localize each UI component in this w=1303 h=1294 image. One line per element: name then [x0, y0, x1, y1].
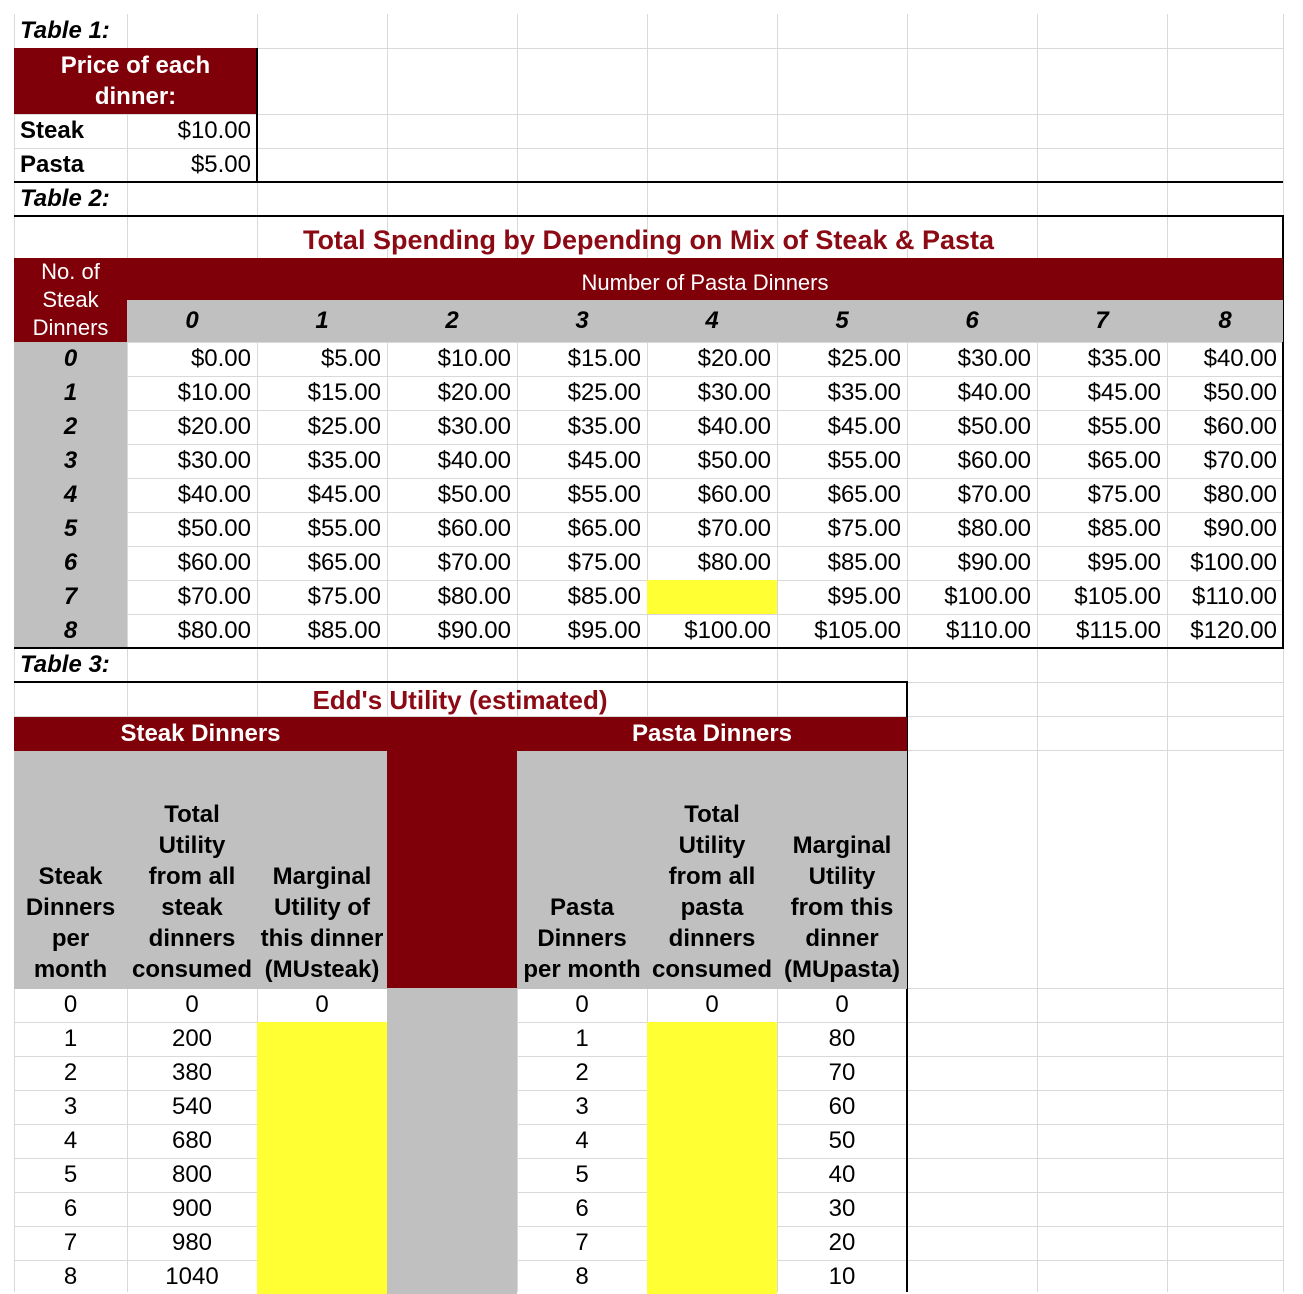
table2-cell: $20.00: [697, 345, 771, 372]
table2-row-1: 1: [14, 376, 127, 410]
table2-cell: $95.00: [1087, 549, 1161, 576]
answer-cell[interactable]: [647, 1022, 777, 1056]
table2-col-7: 7: [1037, 300, 1167, 342]
table1-price-pasta: $5.00: [190, 151, 251, 178]
table3-spacer-cell: [387, 1090, 517, 1124]
table3-cell: 0: [185, 991, 199, 1018]
table3-cell: 50: [828, 1127, 856, 1154]
table2-col-5: 5: [777, 300, 907, 342]
table2-cell: $55.00: [827, 447, 901, 474]
table3-spacer-cell: [387, 1192, 517, 1226]
table2-cell: $55.00: [1087, 413, 1161, 440]
table2-cell: $45.00: [1087, 379, 1161, 406]
table2-cell: $110.00: [946, 617, 1031, 644]
table2-cell: $85.00: [307, 617, 381, 644]
table2-cell: $70.00: [437, 549, 511, 576]
answer-cell[interactable]: [257, 1090, 387, 1124]
table3-cell: 3: [575, 1093, 589, 1120]
table2-cell: $75.00: [1087, 481, 1161, 508]
table2-col-2: 2: [387, 300, 517, 342]
table3-cell: 0: [705, 991, 719, 1018]
table3-cell: 980: [171, 1229, 213, 1256]
table3-spacer-cell: [387, 1022, 517, 1056]
table3-spacer-cell: [387, 1260, 517, 1294]
table2-cell: $10.00: [437, 345, 511, 372]
table3-label: Table 3:: [20, 651, 110, 678]
table2-row-2: 2: [14, 410, 127, 444]
table2-col-4: 4: [647, 300, 777, 342]
table2-cell: $45.00: [307, 481, 381, 508]
table2-cell: $90.00: [1203, 515, 1277, 542]
table3-cell: 680: [171, 1127, 213, 1154]
table2-row-6: 6: [14, 546, 127, 580]
table3-cell: 4: [575, 1127, 589, 1154]
table3-cell: 70: [828, 1059, 856, 1086]
table3-cell: 0: [63, 991, 78, 1018]
table2-cell: $60.00: [1203, 413, 1277, 440]
table2-cell: $105.00: [1074, 583, 1161, 610]
table2-cell: $120.00: [1190, 617, 1277, 644]
table3-spacer-header: [387, 717, 517, 751]
table3-cell: 1: [63, 1025, 78, 1052]
table2-cell: $110.00: [1192, 583, 1277, 610]
answer-cell[interactable]: [647, 1124, 777, 1158]
table2-cell: $105.00: [814, 617, 901, 644]
table3-cell: 900: [171, 1195, 213, 1222]
answer-cell[interactable]: [257, 1124, 387, 1158]
table2-cell: $25.00: [827, 345, 901, 372]
table3-cell: 7: [63, 1229, 78, 1256]
table1-price-steak: $10.00: [177, 117, 251, 144]
answer-cell[interactable]: [257, 1056, 387, 1090]
table2-cell: $100.00: [684, 617, 771, 644]
table2-cell: $70.00: [697, 515, 771, 542]
table1-item-pasta: Pasta: [20, 151, 85, 178]
table2-cell: $90.00: [957, 549, 1031, 576]
table3-cell: 8: [63, 1263, 78, 1290]
table2-cell: $115.00: [1076, 617, 1161, 644]
table2-title: Total Spending by Depending on Mix of Steak & Pasta: [302, 224, 995, 255]
table3-cell: 60: [828, 1093, 856, 1120]
table2-cell: $50.00: [437, 481, 511, 508]
table3-cell: 380: [171, 1059, 213, 1086]
table2-cell: $65.00: [1087, 447, 1161, 474]
table3-cell: 8: [575, 1263, 589, 1290]
table3-cell: 7: [575, 1229, 589, 1256]
table1-header: Price of each dinner:: [14, 48, 257, 114]
table2-cell: $40.00: [437, 447, 511, 474]
table3-cell: 540: [171, 1093, 213, 1120]
table2-row-5: 5: [14, 512, 127, 546]
table2-row-4: 4: [14, 478, 127, 512]
answer-cell[interactable]: [647, 1226, 777, 1260]
table3-cell: 3: [63, 1093, 78, 1120]
table2-cell: $45.00: [827, 413, 901, 440]
table3-cell: 0: [575, 991, 589, 1018]
table1-item-steak: Steak: [20, 117, 85, 144]
table3-cell: 30: [828, 1195, 856, 1222]
table2-cell: $80.00: [697, 549, 771, 576]
table3-cell: 5: [575, 1161, 589, 1188]
table3-cell: 5: [63, 1161, 78, 1188]
table3-spacer-cell: [387, 1226, 517, 1260]
answer-cell[interactable]: [647, 580, 777, 614]
table3-header-pasta-tu: Total Utility from all pasta dinners consumed: [647, 751, 777, 989]
table2-cell: $40.00: [1203, 345, 1277, 372]
table2-cell: $40.00: [957, 379, 1031, 406]
table2-cell: $45.00: [567, 447, 641, 474]
table2-cell: $65.00: [827, 481, 901, 508]
table3-cell: 1040: [165, 1263, 219, 1290]
table3-cell: 4: [63, 1127, 78, 1154]
table2-cell: $60.00: [957, 447, 1031, 474]
table2-cell: $5.00: [320, 345, 381, 372]
table3-header-steak-tu: Total Utility from all steak dinners consumed: [127, 751, 257, 989]
answer-cell[interactable]: [257, 1192, 387, 1226]
table2-cell: $75.00: [567, 549, 641, 576]
table2-cell: $80.00: [437, 583, 511, 610]
table3-cell: 0: [315, 991, 329, 1018]
table2-cell: $10.00: [177, 379, 251, 406]
answer-cell[interactable]: [257, 1260, 387, 1294]
table2-cell: $30.00: [697, 379, 771, 406]
table3-cell: 6: [63, 1195, 78, 1222]
table3-header-pasta-qty: Pasta Dinners per month: [517, 751, 647, 989]
table2-cell: $20.00: [437, 379, 511, 406]
table3-cell: 0: [835, 991, 849, 1018]
table3-cell: 20: [828, 1229, 856, 1256]
table3-title: Edd's Utility (estimated): [312, 685, 608, 715]
table2-label: Table 2:: [20, 185, 110, 212]
answer-cell[interactable]: [647, 1260, 777, 1294]
table2-cell: $60.00: [697, 481, 771, 508]
table2-cell: $50.00: [697, 447, 771, 474]
table3-header-steak-qty: Steak Dinners per month: [14, 751, 127, 989]
table2-cell: $95.00: [827, 583, 901, 610]
table3-spacer-cell: [387, 1158, 517, 1192]
table2-cell: $80.00: [957, 515, 1031, 542]
table3-spacer-cell: [387, 988, 517, 1022]
table3-pasta-group: Pasta Dinners: [517, 717, 907, 751]
table2-cell: $80.00: [1203, 481, 1277, 508]
table2-row-3: 3: [14, 444, 127, 478]
table3-cell: 80: [828, 1025, 856, 1052]
table2-cell: $75.00: [827, 515, 901, 542]
table2-cell: $0.00: [190, 345, 251, 372]
table2-cell: $40.00: [697, 413, 771, 440]
table3-spacer-cell: [387, 1056, 517, 1090]
table2-cell: $25.00: [567, 379, 641, 406]
table2-cell: $50.00: [177, 515, 251, 542]
table2-cell: $35.00: [567, 413, 641, 440]
table2-cell: $30.00: [177, 447, 251, 474]
table3-cell: 1: [575, 1025, 589, 1052]
table2-cell: $50.00: [1203, 379, 1277, 406]
table3-header-steak-mu: Marginal Utility of this dinner (MUsteak): [257, 751, 387, 989]
answer-cell[interactable]: [647, 1158, 777, 1192]
table3-cell: 40: [828, 1161, 856, 1188]
table2-cell: $95.00: [567, 617, 641, 644]
table2-row-header: No. of Steak Dinners: [14, 258, 127, 342]
answer-cell[interactable]: [257, 1226, 387, 1260]
table2-cell: $80.00: [177, 617, 251, 644]
table2-cell: $70.00: [1203, 447, 1277, 474]
answer-cell[interactable]: [647, 1192, 777, 1226]
table2-col-header: Number of Pasta Dinners: [127, 258, 1283, 300]
table3-cell: 200: [171, 1025, 213, 1052]
table2-cell: $85.00: [827, 549, 901, 576]
table2-cell: $15.00: [307, 379, 381, 406]
table3-spacer-cell: [387, 1124, 517, 1158]
table2-cell: $60.00: [437, 515, 511, 542]
table2-cell: $100.00: [944, 583, 1031, 610]
table2-cell: $85.00: [567, 583, 641, 610]
table2-cell: $30.00: [437, 413, 511, 440]
table3-header-pasta-mu: Marginal Utility from this dinner (MUpasta): [777, 751, 907, 989]
table3-cell: 800: [171, 1161, 213, 1188]
table2-cell: $70.00: [177, 583, 251, 610]
table2-cell: $30.00: [957, 345, 1031, 372]
table3-cell: 2: [575, 1059, 589, 1086]
table2-col-6: 6: [907, 300, 1037, 342]
table2-cell: $35.00: [827, 379, 901, 406]
table3-cell: 6: [575, 1195, 589, 1222]
table2-cell: $90.00: [437, 617, 511, 644]
table3-steak-group: Steak Dinners: [14, 717, 387, 751]
table2-cell: $35.00: [1087, 345, 1161, 372]
table1-label: Table 1:: [20, 17, 110, 44]
table2-col-1: 1: [257, 300, 387, 342]
table2-cell: $70.00: [957, 481, 1031, 508]
table2-cell: $50.00: [957, 413, 1031, 440]
table2-col-0: 0: [127, 300, 257, 342]
table3-spacer-column: [387, 751, 517, 989]
table2-cell: $25.00: [307, 413, 381, 440]
table2-row-8: 8: [14, 614, 127, 648]
table2-cell: $55.00: [567, 481, 641, 508]
table2-cell: $75.00: [307, 583, 381, 610]
table2-row-0: 0: [14, 342, 127, 376]
table2-cell: $15.00: [567, 345, 641, 372]
table2-cell: $55.00: [307, 515, 381, 542]
table3-cell: 10: [828, 1263, 856, 1290]
answer-cell[interactable]: [647, 1090, 777, 1124]
table2-col-3: 3: [517, 300, 647, 342]
table2-cell: $100.00: [1190, 549, 1277, 576]
table2-cell: $35.00: [307, 447, 381, 474]
table2-cell: $40.00: [177, 481, 251, 508]
table2-cell: $85.00: [1087, 515, 1161, 542]
table2-col-8: 8: [1167, 300, 1283, 342]
table2-cell: $60.00: [177, 549, 251, 576]
table2-cell: $65.00: [567, 515, 641, 542]
table2-row-7: 7: [14, 580, 127, 614]
answer-cell[interactable]: [257, 1158, 387, 1192]
answer-cell[interactable]: [647, 1056, 777, 1090]
table2-cell: $20.00: [177, 413, 251, 440]
table2-cell: $65.00: [307, 549, 381, 576]
table3-cell: 2: [63, 1059, 78, 1086]
answer-cell[interactable]: [257, 1022, 387, 1056]
